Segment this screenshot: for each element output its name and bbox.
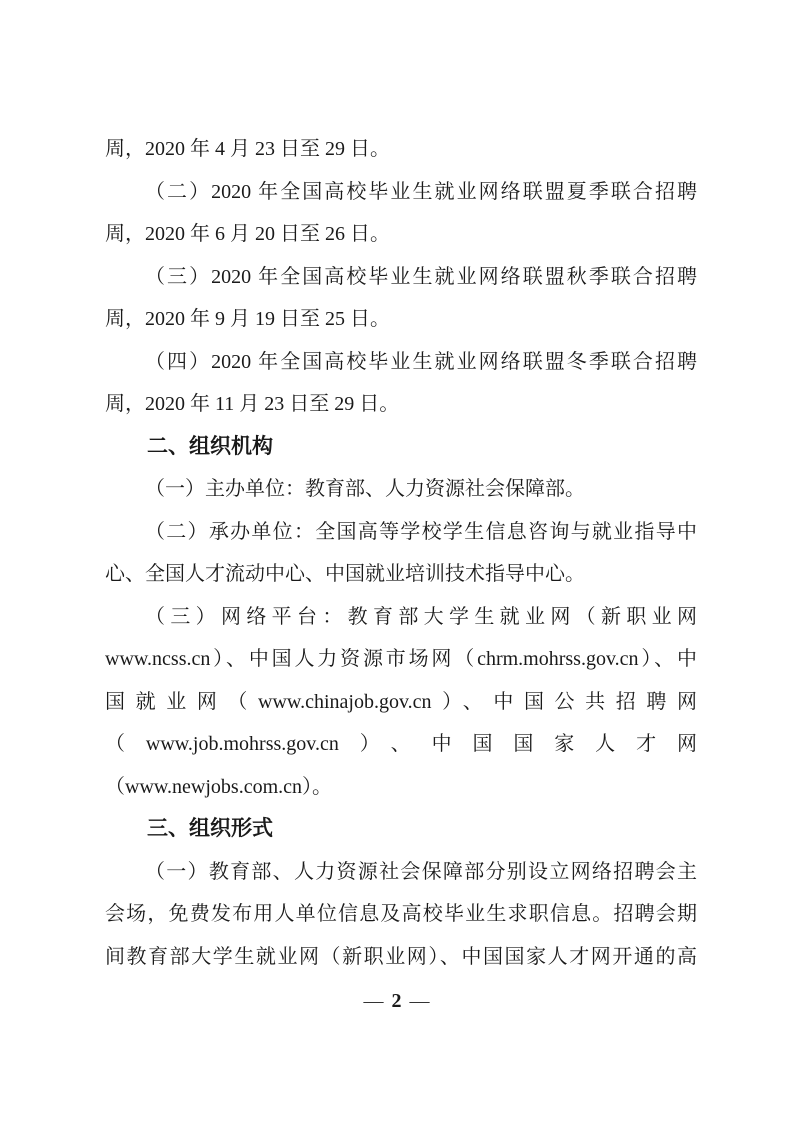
text-line: （三）网络平台：教育部大学生就业网（新职业网 xyxy=(145,605,697,628)
text-line: （一）教育部、人力资源社会保障部分别设立网络招聘会主 xyxy=(145,860,697,883)
document-body xyxy=(105,128,697,978)
text-line: （www.job.mohrss.gov.cn）、中国国家人才网 xyxy=(105,733,697,755)
text-line: 周，2020 年 6 月 20 日至 26 日。 xyxy=(105,223,390,245)
page-footer xyxy=(0,980,793,1023)
text-line: 会场，免费发布用人单位信息及高校毕业生求职信息。招聘会期 xyxy=(105,903,697,925)
section-heading: 三、组织形式 xyxy=(147,817,273,840)
page-number-dash-left: — xyxy=(363,990,384,1012)
text-line: （一）主办单位：教育部、人力资源社会保障部。 xyxy=(145,478,585,500)
page-number-dash-right: — xyxy=(409,990,430,1012)
text-line: （二）2020 年全国高校毕业生就业网络联盟夏季联合招聘 xyxy=(145,180,697,203)
text-line: （四）2020 年全国高校毕业生就业网络联盟冬季联合招聘 xyxy=(145,350,697,373)
text-line: 周，2020 年 11 月 23 日至 29 日。 xyxy=(105,393,400,415)
text-line: 间教育部大学生就业网（新职业网）、中国国家人才网开通的高 xyxy=(105,945,697,968)
text-line: 周，2020 年 4 月 23 日至 29 日。 xyxy=(105,138,390,160)
text-line: www.ncss.cn）、中国人力资源市场网（chrm.mohrss.gov.cn）、中 xyxy=(105,648,697,670)
text-line: （二）承办单位：全国高等学校学生信息咨询与就业指导中 xyxy=(145,520,697,543)
text-line: 心、全国人才流动中心、中国就业培训技术指导中心。 xyxy=(105,563,585,585)
section-heading: 二、组织机构 xyxy=(147,434,273,458)
text-line: 国就业网（www.chinajob.gov.cn）、中国公共招聘网 xyxy=(105,690,697,713)
page-number-value: 2 xyxy=(391,990,402,1012)
text-line: （三）2020 年全国高校毕业生就业网络联盟秋季联合招聘 xyxy=(145,265,697,288)
text-line: 周，2020 年 9 月 19 日至 25 日。 xyxy=(105,308,390,330)
text-line: （www.newjobs.com.cn）。 xyxy=(105,775,333,798)
